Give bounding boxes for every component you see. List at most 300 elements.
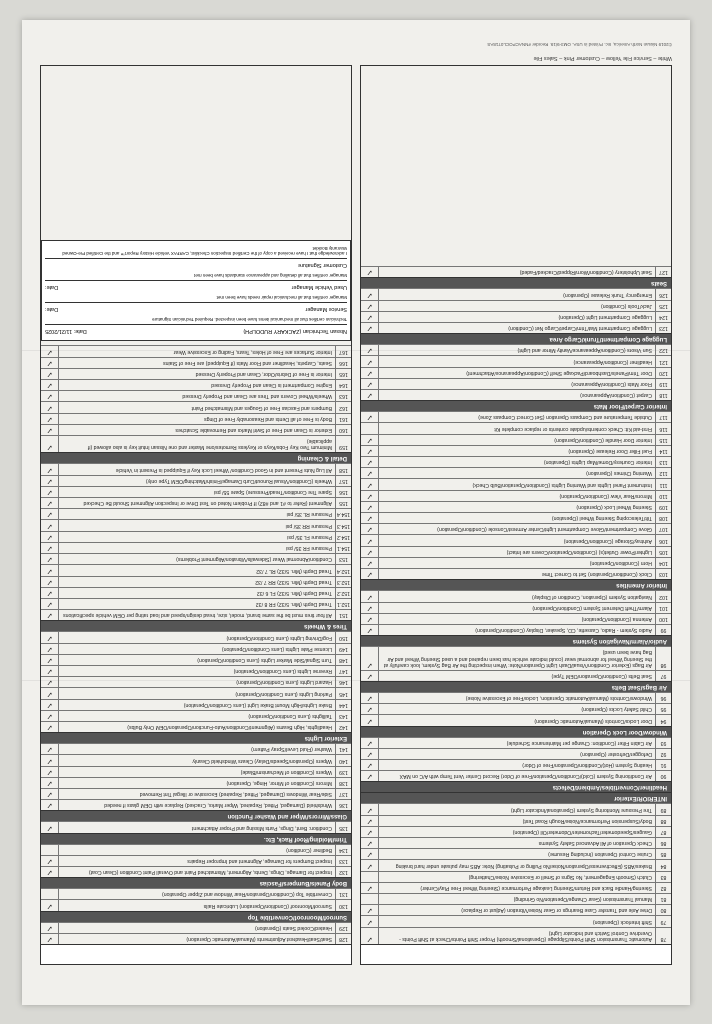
item-number: 98 <box>655 647 671 670</box>
check-box[interactable]: ✓ <box>361 704 379 714</box>
check-box[interactable]: ✓ <box>41 688 59 698</box>
check-box[interactable]: ✓ <box>361 457 379 467</box>
checklist-row <box>361 467 671 478</box>
check-box[interactable]: ✓ <box>361 671 379 681</box>
item-number: 167 <box>335 346 351 356</box>
item-description: Steering/Handle Back and Return/Steering Leakage Performance (Steering Wheel Free Play/Center) <box>420 884 652 891</box>
check-box[interactable]: ✓ <box>41 856 59 866</box>
item-description: Seat Upholstery (Condition/Worn/Ripped/Cracked/Faded) <box>519 269 652 276</box>
check-box[interactable]: ✓ <box>361 446 379 456</box>
checklist-row <box>41 844 351 855</box>
item-number: 153 <box>335 554 351 564</box>
customer-signature-label: Customer Signature <box>298 262 347 269</box>
item-number: 104 <box>655 558 671 568</box>
check-box[interactable] <box>41 845 59 855</box>
item-number: 80 <box>655 905 671 915</box>
check-box[interactable]: ✓ <box>41 666 59 676</box>
checklist-row <box>41 497 351 508</box>
item-number: 140 <box>335 755 351 765</box>
used-vehicle-manager-note: Manager certifies that all detailing and appearance standards have been met <box>194 273 347 279</box>
item-number: 152.1 <box>335 599 351 609</box>
check-box[interactable]: ✓ <box>361 693 379 703</box>
checklist-row <box>361 266 671 277</box>
item-description: Sunroof/Moonroof (Condition/Operation) Lubricate Rails <box>203 902 332 909</box>
checklist-row <box>41 922 351 933</box>
check-box[interactable]: ✓ <box>41 414 59 424</box>
check-box[interactable]: ✓ <box>361 345 379 355</box>
checklist-columns <box>40 65 672 965</box>
check-box[interactable]: ✓ <box>361 849 379 859</box>
check-box[interactable]: ✓ <box>361 524 379 534</box>
item-description: Spare Tire Condition/Tread/Pressure) Spare 55/ psi <box>213 489 332 496</box>
check-box[interactable]: ✓ <box>361 502 379 512</box>
used-vehicle-manager-label: Used Vehicle Manager <box>291 284 347 291</box>
checklist-row <box>41 631 351 642</box>
check-box[interactable]: ✓ <box>41 369 59 379</box>
technician-note: Technician certifies that all mechanical items have been inspected. Required Technician Signature <box>151 317 347 323</box>
check-box[interactable]: ✓ <box>361 356 379 366</box>
used-vehicle-manager-date: Date: <box>45 284 59 291</box>
item-number: 142 <box>335 722 351 732</box>
check-box[interactable]: ✓ <box>41 521 59 531</box>
check-box[interactable]: ✓ <box>361 412 379 422</box>
item-description: Seat/Seat/Headrest Adjustments (Manual/Automatic Operation) <box>186 936 332 942</box>
check-box[interactable]: ✓ <box>41 391 59 401</box>
check-box[interactable]: ✓ <box>41 867 59 877</box>
check-box[interactable]: ✓ <box>361 513 379 523</box>
check-box[interactable]: ✓ <box>41 588 59 598</box>
check-box[interactable] <box>361 423 379 433</box>
checklist-row <box>361 288 671 299</box>
item-description: Air Cabin Filter (Condition: Change per Maintenance Schedule) <box>506 739 652 746</box>
check-box[interactable]: ✓ <box>361 312 379 322</box>
checklist-row <box>361 670 671 681</box>
checklist-row <box>41 564 351 575</box>
item-number: 85 <box>655 849 671 859</box>
check-box[interactable]: ✓ <box>41 789 59 799</box>
item-number: 154.4 <box>335 509 351 519</box>
item-number: 96 <box>655 693 671 703</box>
checklist-row <box>41 357 351 368</box>
check-box[interactable]: ✓ <box>361 771 379 781</box>
checklist-row <box>41 486 351 497</box>
item-number: 109 <box>655 502 671 512</box>
item-number: 91 <box>655 760 671 770</box>
checklist-row <box>361 848 671 859</box>
check-box[interactable]: ✓ <box>361 625 379 635</box>
checklist-row <box>41 609 351 620</box>
item-number: 88 <box>655 816 671 826</box>
item-description: Convertible Top (Condition/Operation/Rear Window and Zipper Operation) <box>161 891 332 898</box>
item-number: 155 <box>335 498 351 508</box>
item-description: Automatic Transmission Shift Points/Slippage (Operational/Smooth) Proper Shift Points/Check at Shift Points - Overdrive Control Switch and Indicator Light) <box>399 929 652 942</box>
item-number: 117 <box>655 412 671 422</box>
section-header: INTERIOR/Exterior <box>361 792 671 803</box>
item-description: Navigation System (Operation, Condition of Display) <box>532 593 652 600</box>
check-box[interactable]: ✓ <box>361 289 379 299</box>
item-number: 164 <box>335 380 351 390</box>
check-box[interactable]: ✓ <box>361 435 379 445</box>
inspection-checklist-sheet <box>22 20 690 1005</box>
check-box[interactable]: ✓ <box>361 827 379 837</box>
check-box[interactable]: ✓ <box>41 487 59 497</box>
customer-signature-row[interactable] <box>45 258 347 271</box>
item-description: Ashtray/Storage (Condition/Operation) <box>563 537 652 544</box>
checklist-row <box>41 598 351 609</box>
item-description: Luggage Compartment Light (Operation) <box>558 314 652 321</box>
check-box[interactable] <box>361 894 379 904</box>
check-box[interactable]: ✓ <box>41 509 59 519</box>
item-description: All four tires must be the same brand, model, size, tread design/speed and load rating per OEM vehicle specifications <box>62 612 332 619</box>
check-box[interactable]: ✓ <box>361 749 379 759</box>
checklist-row <box>361 535 671 546</box>
item-description: All Lug Nuts Present and in Good Condition/ Wheel Lock Key if Equipped is Present in Vehicle <box>115 466 332 473</box>
check-box[interactable]: ✓ <box>41 425 59 435</box>
checklist-row <box>41 424 351 435</box>
item-description: Door Trim/Panels/Dashboard/Package Shelf (Condition/Appearance/Attachment) <box>466 369 652 376</box>
check-box[interactable]: ✓ <box>361 379 379 389</box>
check-box[interactable] <box>41 889 59 899</box>
section-header: Detail & Cleaning <box>41 452 351 463</box>
item-number: 81 <box>655 894 671 904</box>
item-number: 99 <box>655 625 671 635</box>
check-box[interactable]: ✓ <box>361 928 379 944</box>
check-box[interactable]: ✓ <box>361 760 379 770</box>
checklist-row <box>41 754 351 765</box>
checklist-row <box>361 546 671 557</box>
item-number: 132 <box>335 867 351 877</box>
item-number: 127 <box>655 267 671 277</box>
item-description: Brakes/ABS (Effectiveness/Operation/Noise/No Pulling or Pulsating) Note: ABS may pulsate under hard braking <box>395 862 652 869</box>
check-box[interactable]: ✓ <box>41 711 59 721</box>
checklist-row <box>361 568 671 579</box>
checklist-row <box>361 501 671 512</box>
item-description: Shift Interlock (Operation) <box>592 918 652 925</box>
check-box[interactable]: ✓ <box>41 610 59 620</box>
checklist-row <box>361 389 671 400</box>
checklist-row <box>41 899 351 910</box>
check-box[interactable]: ✓ <box>41 755 59 765</box>
check-box[interactable]: ✓ <box>41 565 59 575</box>
item-description: Instrument Panel Lights and Warning Lights (Condition/Operation/Bulb Check) <box>472 481 652 488</box>
item-number: 92 <box>655 749 671 759</box>
checklist-row <box>361 759 671 770</box>
item-number: 148 <box>335 655 351 665</box>
checklist-row <box>361 311 671 322</box>
checklist-row <box>41 553 351 564</box>
item-number: 149 <box>335 644 351 654</box>
checklist-row <box>361 602 671 613</box>
item-number: 110 <box>655 491 671 501</box>
check-box[interactable]: ✓ <box>41 900 59 910</box>
signature-block <box>41 240 351 341</box>
checklist-row <box>361 478 671 489</box>
item-number: 106 <box>655 536 671 546</box>
service-manager-note: Manager certifies that all mechanical repair needs have been met <box>216 295 347 301</box>
check-box[interactable]: ✓ <box>361 267 379 277</box>
checklist-row <box>361 859 671 870</box>
check-box[interactable]: ✓ <box>41 934 59 944</box>
checklist-row <box>41 401 351 412</box>
checklist-row <box>41 508 351 519</box>
check-box[interactable]: ✓ <box>41 744 59 754</box>
checklist-row <box>361 646 671 670</box>
item-number: 144 <box>335 700 351 710</box>
checklist-row <box>361 815 671 826</box>
item-number: 151 <box>335 610 351 620</box>
checklist-row <box>361 915 671 926</box>
check-box[interactable]: ✓ <box>361 591 379 601</box>
check-box[interactable]: ✓ <box>361 715 379 725</box>
check-box[interactable]: ✓ <box>361 569 379 579</box>
checklist-row <box>361 367 671 378</box>
check-box[interactable]: ✓ <box>41 476 59 486</box>
section-header: Audio/Alarm/Navigation Systems <box>361 635 671 646</box>
technician-date: Date: 11/21/2025 <box>45 328 87 335</box>
checklist-row <box>361 904 671 915</box>
check-box[interactable]: ✓ <box>41 655 59 665</box>
item-number: 165 <box>335 369 351 379</box>
checklist-row <box>361 703 671 714</box>
item-description: Inspect Bumpers for Damage, Alignment and Improper Repairs <box>187 857 332 864</box>
checklist-row <box>41 933 351 944</box>
check-box[interactable]: ✓ <box>41 778 59 788</box>
check-box[interactable]: ✓ <box>361 738 379 748</box>
check-box[interactable]: ✓ <box>361 905 379 915</box>
check-box[interactable]: ✓ <box>361 547 379 557</box>
item-description: Gauges/Speedometer/Tachometer/Odometer/Oil (Operation) <box>512 828 652 835</box>
item-description: First-aid Kit: Check contents/update contents or replace complete Kit <box>494 425 652 432</box>
check-box[interactable]: ✓ <box>41 632 59 642</box>
check-box[interactable]: ✓ <box>41 700 59 710</box>
right-column-header <box>41 944 351 964</box>
check-box[interactable]: ✓ <box>41 677 59 687</box>
checklist-row <box>41 587 351 598</box>
section-header: Glass/Mirrors/Wiper and Washer Function <box>41 810 351 821</box>
item-description: Taillights (Lens Condition/Operation) <box>248 712 332 719</box>
item-description: Heating System (Hot)/Condition/Operation/Free of Odor) <box>522 762 652 769</box>
checklist-row <box>41 520 351 531</box>
checklist-row <box>361 490 671 501</box>
item-description: Antenna (Condition/Operation) <box>581 615 652 622</box>
item-description: Manual Transmission (Gear Change/Operation/No Grinding) <box>513 896 652 903</box>
item-description: Engine Compartment is Clean and Properly Dressed <box>211 382 332 389</box>
check-box[interactable]: ✓ <box>41 599 59 609</box>
check-box[interactable]: ✓ <box>41 380 59 390</box>
check-box[interactable]: ✓ <box>361 603 379 613</box>
item-description: Interior Courtesy/Dome/Map Lights (Operation) <box>543 459 652 466</box>
item-description: Luggage Compartment Mat/Trim/Carpet/Cargo Net (Condition) <box>508 325 652 332</box>
item-description: Clutch (Smooth Engagement, No Signs of Smell or Excessive Noise/Chattering) <box>468 873 652 880</box>
service-manager-label: Service Manager <box>305 306 347 313</box>
service-manager-row[interactable] <box>45 302 347 315</box>
check-box[interactable]: ✓ <box>41 822 59 832</box>
check-box[interactable]: ✓ <box>361 614 379 624</box>
check-box[interactable]: ✓ <box>361 883 379 893</box>
check-box[interactable]: ✓ <box>41 923 59 933</box>
item-number: 113 <box>655 457 671 467</box>
item-number: 166 <box>335 358 351 368</box>
item-number: 157 <box>335 476 351 486</box>
check-box[interactable]: ✓ <box>41 498 59 508</box>
item-number: 141 <box>335 744 351 754</box>
checklist-row <box>361 837 671 848</box>
item-description: Drive Axle and Transfer Case Bearings or Gear Noise/Vibration (Adjust or Replace) <box>461 907 652 914</box>
check-box[interactable]: ✓ <box>361 536 379 546</box>
item-number: 79 <box>655 916 671 926</box>
item-number: 134 <box>335 845 351 855</box>
item-description: Child Safety Locks (Operation) <box>581 706 652 713</box>
checklist-row <box>41 643 351 654</box>
item-number: 130 <box>335 900 351 910</box>
item-description: Audio System - Radio, Cassette, CD, Speaker, Display (Condition/Operation) <box>475 627 652 634</box>
item-number: 163 <box>335 391 351 401</box>
checklist-row <box>41 855 351 866</box>
checklist-row <box>41 766 351 777</box>
item-number: 111 <box>655 479 671 489</box>
item-number: 135 <box>335 822 351 832</box>
section-header: Exterior Lights <box>41 732 351 743</box>
checklist-row <box>361 882 671 893</box>
used-vehicle-manager-row[interactable] <box>45 280 347 293</box>
item-number: 129 <box>335 923 351 933</box>
checklist-row <box>361 613 671 624</box>
item-description: Windows/Controls (Manual/Automatic Operation, Locks/Free of Excessive Noise) <box>465 695 652 702</box>
item-number: 159 <box>335 436 351 452</box>
checklist-row <box>41 676 351 687</box>
item-description: Pressure RL 35/ psi <box>286 511 332 518</box>
item-number: 120 <box>655 368 671 378</box>
item-number: 136 <box>335 800 351 810</box>
check-box[interactable]: ✓ <box>361 491 379 501</box>
check-box[interactable]: ✓ <box>361 390 379 400</box>
checklist-row <box>361 714 671 725</box>
check-box[interactable]: ✓ <box>41 767 59 777</box>
item-number: 115 <box>655 435 671 445</box>
check-box[interactable]: ✓ <box>361 838 379 848</box>
item-number: 145 <box>335 688 351 698</box>
check-box[interactable]: ✓ <box>41 464 59 474</box>
checklist-row <box>41 777 351 788</box>
item-number: 128 <box>335 934 351 944</box>
checklist-row <box>361 927 671 944</box>
item-description: Pressure FR 35/ psi <box>286 545 332 552</box>
checklist-row <box>41 435 351 452</box>
check-box[interactable]: ✓ <box>361 368 379 378</box>
item-number: 146 <box>335 677 351 687</box>
item-description: License Plate Lights (Lens Condition/Operation) <box>221 645 332 652</box>
checklist-row <box>41 531 351 542</box>
check-box[interactable]: ✓ <box>361 301 379 311</box>
technician-signature-row[interactable] <box>45 324 347 337</box>
item-description: Minimum Two Key Fobs/Keys or Keyless Remotes/one Master and one Nissan Intuit key is also allowed (if applicable) <box>87 438 332 451</box>
check-box[interactable]: ✓ <box>361 804 379 814</box>
item-description: Side/Rear Windows (Damaged, Pitted, Repaired) Excessive or Illegal Tint Removed <box>139 791 332 798</box>
item-description: Exterior is Clean and Free of Swirl Marks and Removable Scratches <box>175 427 332 434</box>
check-box[interactable]: ✓ <box>41 436 59 452</box>
item-number: 152.3 <box>335 577 351 587</box>
check-box[interactable]: ✓ <box>41 346 59 356</box>
item-number: 107 <box>655 524 671 534</box>
item-description: Air Bags (Exterior Condition/Visual/Dash Light Operation/Note: When inspecting the Air Bag System, look carefully at the Steering Wheel for abnormal wear (could indicate vehicle has been repaired and a used Steering Wheel and Air Bag have been used) <box>383 649 652 668</box>
checklist-row <box>41 699 351 710</box>
item-number: 102 <box>655 591 671 601</box>
item-number: 158 <box>335 464 351 474</box>
item-number: 152.4 <box>335 565 351 575</box>
item-number: 121 <box>655 356 671 366</box>
check-box[interactable]: ✓ <box>41 358 59 368</box>
section-header: Trim/Molding/Roof Rack, Etc. <box>41 833 351 844</box>
check-box[interactable]: ✓ <box>361 860 379 870</box>
item-description: Sun Visors (Condition/Appearance/Vanity Mirror and Light) <box>517 347 652 354</box>
item-description: Mirrors/Rear View (Condition/Operation) <box>559 492 652 499</box>
item-number: 86 <box>655 838 671 848</box>
checklist-row <box>41 665 351 676</box>
item-number: 84 <box>655 860 671 870</box>
check-box[interactable]: ✓ <box>41 577 59 587</box>
check-box[interactable]: ✓ <box>41 554 59 564</box>
right-column-body <box>41 345 351 944</box>
item-description: Air Conditioning System (Cold)/Condition/Operation/Free of Odor) Record Center Vent Temp with A/C on MAX <box>399 773 652 780</box>
item-description: Tread Depth (Min. 5/32) RR 7 /32 <box>255 578 332 585</box>
check-box[interactable]: ✓ <box>41 532 59 542</box>
checklist-row <box>361 826 671 837</box>
check-box[interactable]: ✓ <box>361 479 379 489</box>
item-description: Alarm/Theft Deterrent System (Condition/Operation) <box>532 604 652 611</box>
item-number: 150 <box>335 632 351 642</box>
check-box[interactable]: ✓ <box>41 402 59 412</box>
checklist-row <box>361 523 671 534</box>
item-description: Tread Depth (Min. 5/32) FL 6 /32 <box>256 589 332 596</box>
check-box[interactable]: ✓ <box>361 558 379 568</box>
item-number: 123 <box>655 323 671 333</box>
item-number: 154.3 <box>335 521 351 531</box>
item-number: 112 <box>655 468 671 478</box>
check-box[interactable] <box>361 872 379 882</box>
checklist-row <box>361 456 671 467</box>
item-description: Alignment (Refer to #1 and #82) If Problem Noted on Test Drive or Inspection Alignment Should Be Checked <box>83 500 332 507</box>
item-description: Cruise Control Operation (Including Resume) <box>548 851 652 858</box>
item-description: Interior is Free of Debris/Odor, Clean and Properly Dressed <box>195 371 332 378</box>
check-box[interactable]: ✓ <box>41 800 59 810</box>
check-box[interactable]: ✓ <box>361 468 379 478</box>
item-description: Tire Pressure Monitoring System (Operational/Indicator Light) <box>510 806 652 813</box>
checklist-row <box>361 737 671 748</box>
checklist-row <box>361 512 671 523</box>
check-box[interactable]: ✓ <box>361 816 379 826</box>
check-box[interactable]: ✓ <box>41 644 59 654</box>
item-number: 126 <box>655 289 671 299</box>
checklist-row <box>361 434 671 445</box>
copy-distribution-footer <box>40 55 672 61</box>
item-number: 133 <box>335 856 351 866</box>
item-description: Jack/Tools (Condition) <box>600 302 652 309</box>
item-number: 101 <box>655 603 671 613</box>
check-box[interactable]: ✓ <box>361 323 379 333</box>
check-box[interactable]: ✓ <box>361 647 379 670</box>
check-box[interactable]: ✓ <box>41 722 59 732</box>
item-number: 125 <box>655 301 671 311</box>
checklist-row <box>361 378 671 389</box>
checklist-row <box>361 344 671 355</box>
item-number: 90 <box>655 771 671 781</box>
item-description: Condition: Bent, Dings, Parts Missing and Proper Attachment <box>191 824 332 831</box>
item-number: 105 <box>655 547 671 557</box>
check-box[interactable]: ✓ <box>361 916 379 926</box>
item-description: Headlights, High Beams (Alignment/Condition/Auto-Function/Operation/OEM Only Bulbs) <box>127 724 332 731</box>
copyright-notice: ©2019 Nissan North America, Inc. Printed in USA. OM3-9/19. Reorder #NNACPOCL0718AS <box>487 42 672 47</box>
check-box[interactable]: ✓ <box>41 543 59 553</box>
